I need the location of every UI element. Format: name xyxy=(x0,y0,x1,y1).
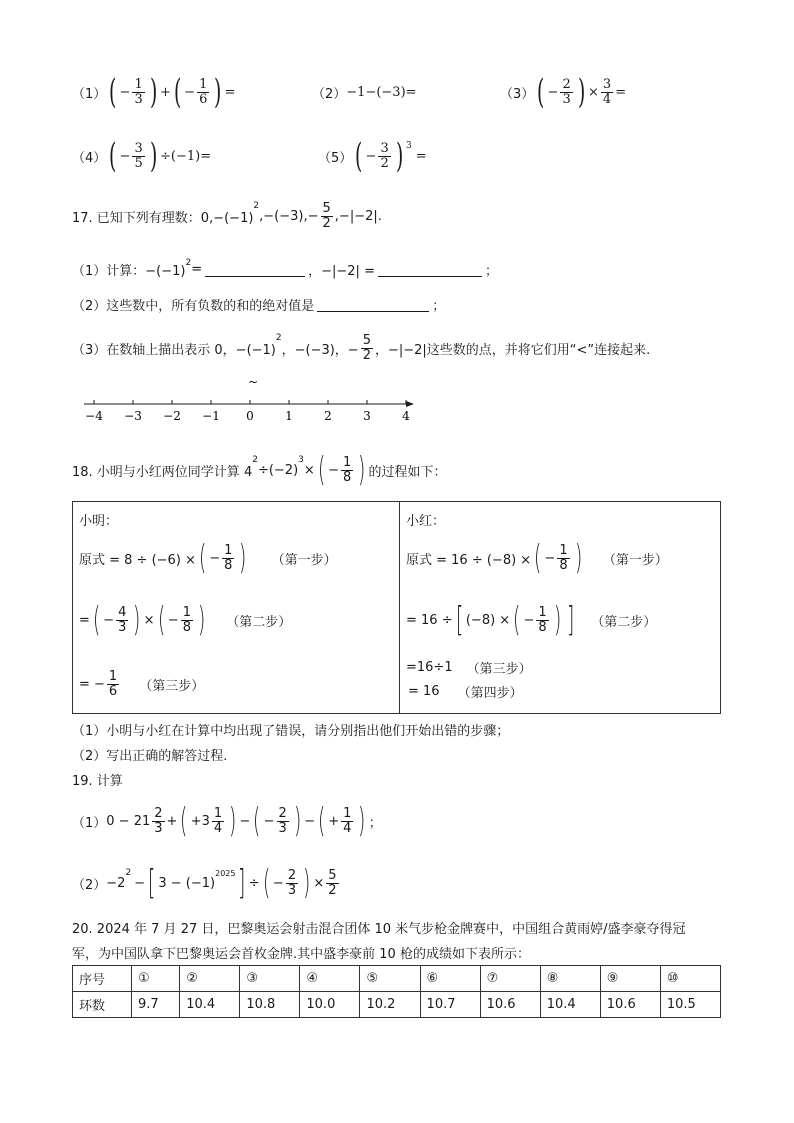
xiaohong-step-2: = 16 ÷ [ (−8) × ( − $\frac{1}{8}$ ) ] （第二步） xyxy=(406,600,657,640)
fraction: $\frac{5}{2}$ xyxy=(362,332,371,363)
fraction: $\frac{2}{3}$ xyxy=(562,76,571,107)
q16-part-1: （1） ( − $\frac{1}{3}$ ) + ( − $\frac{1}{6}$ ) = xyxy=(72,72,236,112)
row-header: 环数 xyxy=(73,992,132,1018)
fraction: $\frac{1}{8}$ xyxy=(559,542,568,573)
table-row-sequence xyxy=(73,966,721,992)
fraction: $\frac{5}{2}$ xyxy=(328,867,337,898)
part-label: （2） xyxy=(312,86,347,102)
q19-part-1: （1） 0 − 21 $\frac{2}{3}$ + ( +3 $\frac{1}{4}$ ) − ( − $\frac{2}{3}$ ) − ( + $\frac{1}{4}$ ) ； xyxy=(72,801,382,841)
xiaohong-step-3: =16÷1 （第三步） xyxy=(406,659,532,677)
sequence-cell: ③ xyxy=(240,966,300,992)
score-cell: 10.8 xyxy=(240,992,300,1018)
q17-part-2: （2）这些数中，所有负数的和的绝对值是 ； xyxy=(72,298,446,314)
q17-part-1: （1）计算：−(−1) 2 = ，−|−2| = ； xyxy=(72,258,498,279)
fraction: $\frac{3}{4}$ xyxy=(602,76,612,107)
score-cell: 10.4 xyxy=(180,992,240,1018)
fraction: $\frac{2}{3}$ xyxy=(154,805,163,836)
q19-title: 19. 计算 xyxy=(72,774,123,789)
q18-stem: 18. 小明与小红两位同学计算 4 2 ÷(−2) 3 × ( − $\frac{1}{8}$ ) 的过程如下： xyxy=(72,450,447,490)
xiaohong-cell xyxy=(400,502,721,714)
axis-mark: ~ xyxy=(248,376,259,389)
fraction: $\frac{2}{3}$ xyxy=(278,805,287,836)
score-table xyxy=(72,965,721,1018)
sequence-cell: ⑦ xyxy=(480,966,540,992)
sequence-cell: ⑧ xyxy=(540,966,600,992)
q18-question-1: （1）小明与小红在计算中均出现了错误，请分别指出他们开始出错的步骤； xyxy=(72,724,510,739)
score-cell: 9.7 xyxy=(132,992,180,1018)
sequence-cell: ⑤ xyxy=(360,966,420,992)
sequence-cell: ④ xyxy=(300,966,360,992)
sequence-cell: ⑥ xyxy=(420,966,480,992)
xiaohong-step-4: = 16 （第四步） xyxy=(408,683,523,701)
part-label: （3） xyxy=(500,86,535,102)
q17-part-3: （3）在数轴上描出表示 0，−(−1) 2 ，−(−3)，− $\frac{5}{2}$ ，−|−2|这些数的点，并将它们用“<”连接起来. xyxy=(72,332,651,363)
answer-blank[interactable] xyxy=(205,262,305,277)
fraction: $\frac{1}{8}$ xyxy=(538,604,547,635)
fraction: $\frac{1}{8}$ xyxy=(182,604,191,635)
work-table xyxy=(72,501,721,714)
part-label: （5） xyxy=(318,150,353,166)
axis-tick-label: −4 xyxy=(85,409,103,423)
expression: −1−(−3)= xyxy=(346,84,417,100)
expression-tail: ÷(−1)= xyxy=(160,148,212,164)
q19-part-2: （2） −2 2 − [ 3 − (−1) 2025 ] ÷ ( − $\frac{2}{3}$ ) × $\frac{5}{2}$ xyxy=(72,863,337,903)
sequence-cell: ② xyxy=(180,966,240,992)
fraction: $\frac{4}{3}$ xyxy=(118,604,127,635)
q16-part-4: （4） ( − $\frac{3}{5}$ ) ÷(−1)= xyxy=(72,136,212,176)
fraction: $\frac{1}{6}$ xyxy=(199,76,208,107)
fraction: $\frac{5}{2}$ xyxy=(322,200,331,231)
q17-stem: 17. 已知下列有理数：0,−(−1) 2 ,−(−3),− $\frac{5}{2}$ ,−|−2|. xyxy=(72,200,382,231)
axis-tick-label: −2 xyxy=(163,409,181,423)
fraction: $\frac{1}{4}$ xyxy=(343,805,352,836)
xiaoming-step-1: 原式 = 8 ÷ (−6) × ( − $\frac{1}{8}$ ) （第一步） xyxy=(79,538,337,578)
xiaoming-step-3: = − $\frac{1}{6}$ （第三步） xyxy=(79,668,205,699)
xiaohong-step-1: 原式 = 16 ÷ (−8) × ( − $\frac{1}{8}$ ) （第一步） xyxy=(406,538,668,578)
fraction: $\frac{3}{2}$ xyxy=(380,140,389,171)
row-header: 序号 xyxy=(73,966,132,992)
xiaoming-step-2: = ( − $\frac{4}{3}$ ) × ( − $\frac{1}{8}$ ) （第二步） xyxy=(79,600,292,640)
q20-line-1: 20. 2024 年 7 月 27 日，巴黎奥运会射击混合团体 10 米气步枪金牌赛中，中国组合黄雨婷/盛李豪夺得冠 xyxy=(72,922,686,937)
q16-part-5: （5） ( − $\frac{3}{2}$ ) 3 = xyxy=(318,136,427,176)
exponent: 3 xyxy=(406,141,412,151)
xiaoming-cell xyxy=(73,502,400,714)
answer-blank[interactable] xyxy=(378,262,482,277)
score-cell: 10.6 xyxy=(480,992,540,1018)
q20-line-2: 军，为中国队拿下巴黎奥运会首枚金牌.其中盛李豪前 10 枪的成绩如下表所示： xyxy=(72,947,530,962)
xiaohong-name: 小红： xyxy=(406,514,446,529)
score-cell: 10.4 xyxy=(540,992,600,1018)
axis-tick-label: 2 xyxy=(324,409,332,423)
fraction: $\frac{3}{5}$ xyxy=(134,140,143,171)
sequence-cell: ① xyxy=(132,966,180,992)
score-cell: 10.2 xyxy=(360,992,420,1018)
sequence-cell: ⑩ xyxy=(660,966,720,992)
axis-tick-label: −3 xyxy=(124,409,142,423)
number-line xyxy=(80,376,420,428)
part-label: （4） xyxy=(72,150,107,166)
score-cell: 10.7 xyxy=(420,992,480,1018)
q18-question-2: （2）写出正确的解答过程. xyxy=(72,749,228,764)
axis-tick-label: 1 xyxy=(285,409,293,423)
q16-part-3: （3） ( − $\frac{2}{3}$ ) × $\frac{3}{4}$ = xyxy=(500,72,627,112)
axis-tick-label: 3 xyxy=(363,409,371,423)
part-label: （1） xyxy=(72,86,107,102)
axis-tick-label: 0 xyxy=(246,409,254,423)
fraction: $\frac{2}{3}$ xyxy=(287,867,297,898)
axis-tick-label: −1 xyxy=(202,409,220,423)
score-cell: 10.5 xyxy=(660,992,720,1018)
arrow-right-icon xyxy=(406,401,414,407)
axis-tick-label: 4 xyxy=(402,409,410,423)
fraction: $\frac{1}{8}$ xyxy=(342,454,352,485)
xiaoming-name: 小明： xyxy=(79,514,119,529)
score-cell: 10.0 xyxy=(300,992,360,1018)
answer-blank[interactable] xyxy=(317,297,429,312)
fraction: $\frac{1}{4}$ xyxy=(213,805,223,836)
fraction: $\frac{1}{8}$ xyxy=(224,542,233,573)
table-row-scores xyxy=(73,992,721,1018)
q16-part-2 xyxy=(312,72,417,112)
score-cell: 10.6 xyxy=(600,992,660,1018)
sequence-cell: ⑨ xyxy=(600,966,660,992)
fraction: $\frac{1}{3}$ xyxy=(134,76,143,107)
fraction: $\frac{1}{6}$ xyxy=(108,668,118,699)
